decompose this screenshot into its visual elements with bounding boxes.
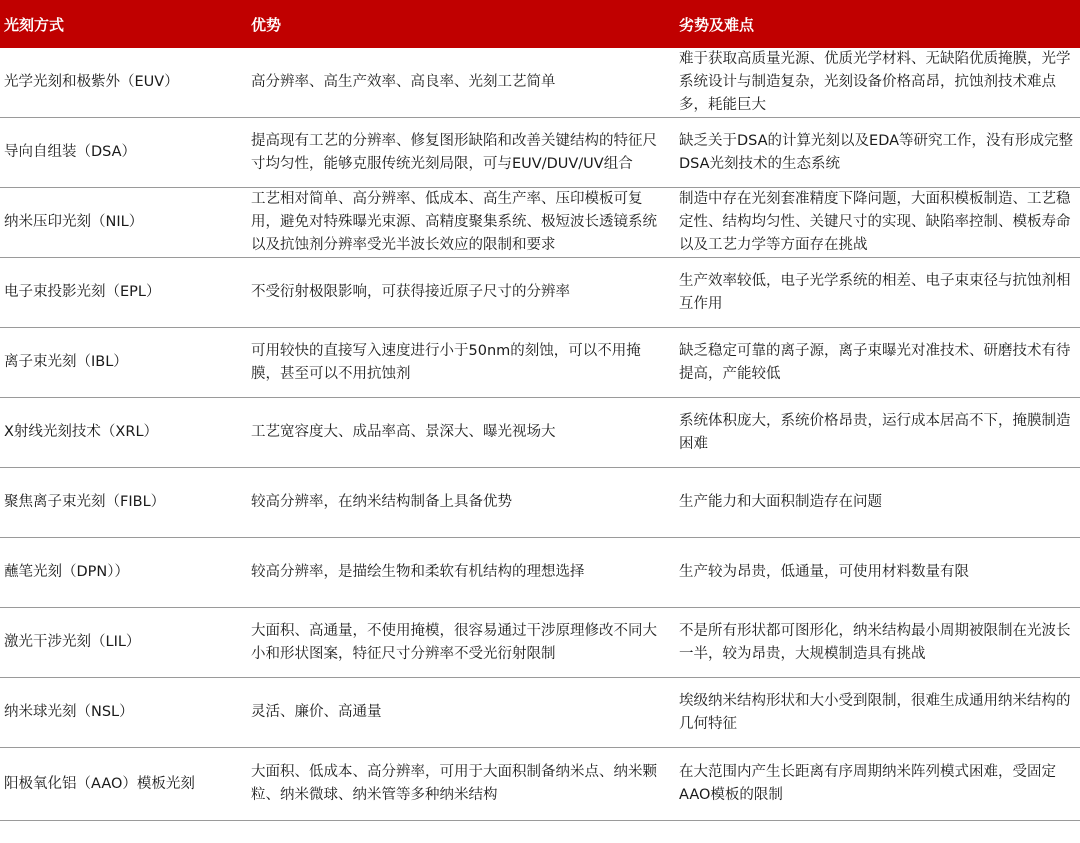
row-disadvantage	[674, 398, 1080, 468]
row-disadvantage	[674, 748, 1080, 821]
row-method	[0, 678, 246, 748]
row-method	[0, 398, 246, 468]
advantage-text: 工艺宽容度大、成品率高、景深大、曝光视场大	[251, 424, 556, 440]
advantage-text: 灵活、廉价、高通量	[251, 704, 382, 720]
row-advantage	[246, 748, 674, 821]
method-text: 聚焦离子束光刻（FIBL）	[4, 494, 166, 510]
disadvantage-text: 埃级纳米结构形状和大小受到限制，很难生成通用纳米结构的几何特征	[679, 692, 1071, 732]
header-disadvantage: 劣势及难点	[674, 0, 1080, 48]
advantage-text: 提高现有工艺的分辨率、修复图形缺陷和改善关键结构的特征尺寸均匀性，能够克服传统光刻局限，可与EUV/DUV/UV组合	[251, 132, 657, 172]
row-disadvantage	[674, 678, 1080, 748]
row-method	[0, 468, 246, 538]
row-method	[0, 328, 246, 398]
row-advantage	[246, 468, 674, 538]
method-text: 光学光刻和极紫外（EUV）	[4, 74, 179, 90]
disadvantage-text: 在大范围内产生长距离有序周期纳米阵列模式困难，受固定AAO模板的限制	[679, 764, 1056, 803]
row-disadvantage	[674, 118, 1080, 188]
row-method	[0, 118, 246, 188]
row-disadvantage	[674, 188, 1080, 258]
row-method	[0, 748, 246, 821]
row-disadvantage	[674, 468, 1080, 538]
method-text: 激光干涉光刻（LIL）	[4, 634, 141, 650]
advantage-text: 大面积、高通量，不使用掩模，很容易通过干涉原理修改不同大小和形状图案，特征尺寸分辨率不受光衍射限制	[251, 622, 657, 662]
method-text: 纳米球光刻（NSL）	[4, 704, 134, 720]
method-text: X射线光刻技术（XRL）	[4, 424, 159, 440]
row-advantage	[246, 188, 674, 258]
row-advantage	[246, 328, 674, 398]
row-disadvantage	[674, 538, 1080, 608]
advantage-text: 较高分辨率，在纳米结构制备上具备优势	[251, 494, 512, 510]
row-advantage	[246, 538, 674, 608]
advantage-text: 高分辨率、高生产效率、高良率、光刻工艺简单	[251, 74, 556, 90]
advantage-text: 不受衍射极限影响，可获得接近原子尺寸的分辨率	[251, 284, 570, 300]
row-disadvantage	[674, 328, 1080, 398]
row-advantage	[246, 48, 674, 118]
method-text: 纳米压印光刻（NIL）	[4, 214, 144, 230]
header-method: 光刻方式	[0, 0, 246, 48]
header-advantage: 优势	[246, 0, 674, 48]
disadvantage-text: 制造中存在光刻套准精度下降问题，大面积模板制造、工艺稳定性、结构均匀性、关键尺寸的实现、缺陷率控制、模板寿命以及工艺力学等方面存在挑战	[679, 191, 1071, 253]
advantage-text: 可用较快的直接写入速度进行小于50nm的刻蚀，可以不用掩膜，甚至可以不用抗蚀剂	[251, 342, 641, 382]
row-method	[0, 48, 246, 118]
disadvantage-text: 生产能力和大面积制造存在问题	[679, 494, 882, 510]
row-method	[0, 258, 246, 328]
advantage-text: 大面积、低成本、高分辨率，可用于大面积制备纳米点、纳米颗粒、纳米微球、纳米管等多种纳米结构	[251, 764, 657, 803]
row-disadvantage	[674, 608, 1080, 678]
method-text: 导向自组装（DSA）	[4, 144, 137, 160]
row-advantage	[246, 118, 674, 188]
row-advantage	[246, 608, 674, 678]
method-text: 阳极氧化铝（AAO）模板光刻	[4, 775, 195, 792]
disadvantage-text: 生产较为昂贵，低通量，可使用材料数量有限	[679, 564, 969, 580]
disadvantage-text: 生产效率较低，电子光学系统的相差、电子束束径与抗蚀剂相互作用	[679, 272, 1071, 312]
method-text: 离子束光刻（IBL）	[4, 354, 128, 370]
row-method	[0, 538, 246, 608]
disadvantage-text: 不是所有形状都可图形化，纳米结构最小周期被限制在光波长一半，较为昂贵，大规模制造具有挑战	[679, 622, 1071, 662]
disadvantage-text: 缺乏稳定可靠的离子源，离子束曝光对准技术、研磨技术有待提高，产能较低	[679, 342, 1071, 382]
row-advantage	[246, 258, 674, 328]
method-text: 蘸笔光刻（DPN））	[4, 564, 130, 580]
disadvantage-text: 系统体积庞大，系统价格昂贵，运行成本居高不下，掩膜制造困难	[679, 412, 1071, 452]
row-disadvantage	[674, 48, 1080, 118]
method-text: 电子束投影光刻（EPL）	[4, 284, 161, 300]
row-disadvantage	[674, 258, 1080, 328]
advantage-text: 较高分辨率，是描绘生物和柔软有机结构的理想选择	[251, 564, 585, 580]
disadvantage-text: 难于获取高质量光源、优质光学材料、无缺陷优质掩膜，光学系统设计与制造复杂，光刻设备价格高昂，抗蚀剂技术难点多，耗能巨大	[679, 51, 1071, 113]
advantage-text: 工艺相对简单、高分辨率、低成本、高生产率、压印模板可复用，避免对特殊曝光束源、高精度聚集系统、极短波长透镜系统以及抗蚀剂分辨率受光半波长效应的限制和要求	[251, 191, 657, 253]
row-method	[0, 608, 246, 678]
disadvantage-text: 缺乏关于DSA的计算光刻以及EDA等研究工作，没有形成完整DSA光刻技术的生态系统	[679, 132, 1074, 172]
row-advantage	[246, 398, 674, 468]
row-method	[0, 188, 246, 258]
row-advantage	[246, 678, 674, 748]
